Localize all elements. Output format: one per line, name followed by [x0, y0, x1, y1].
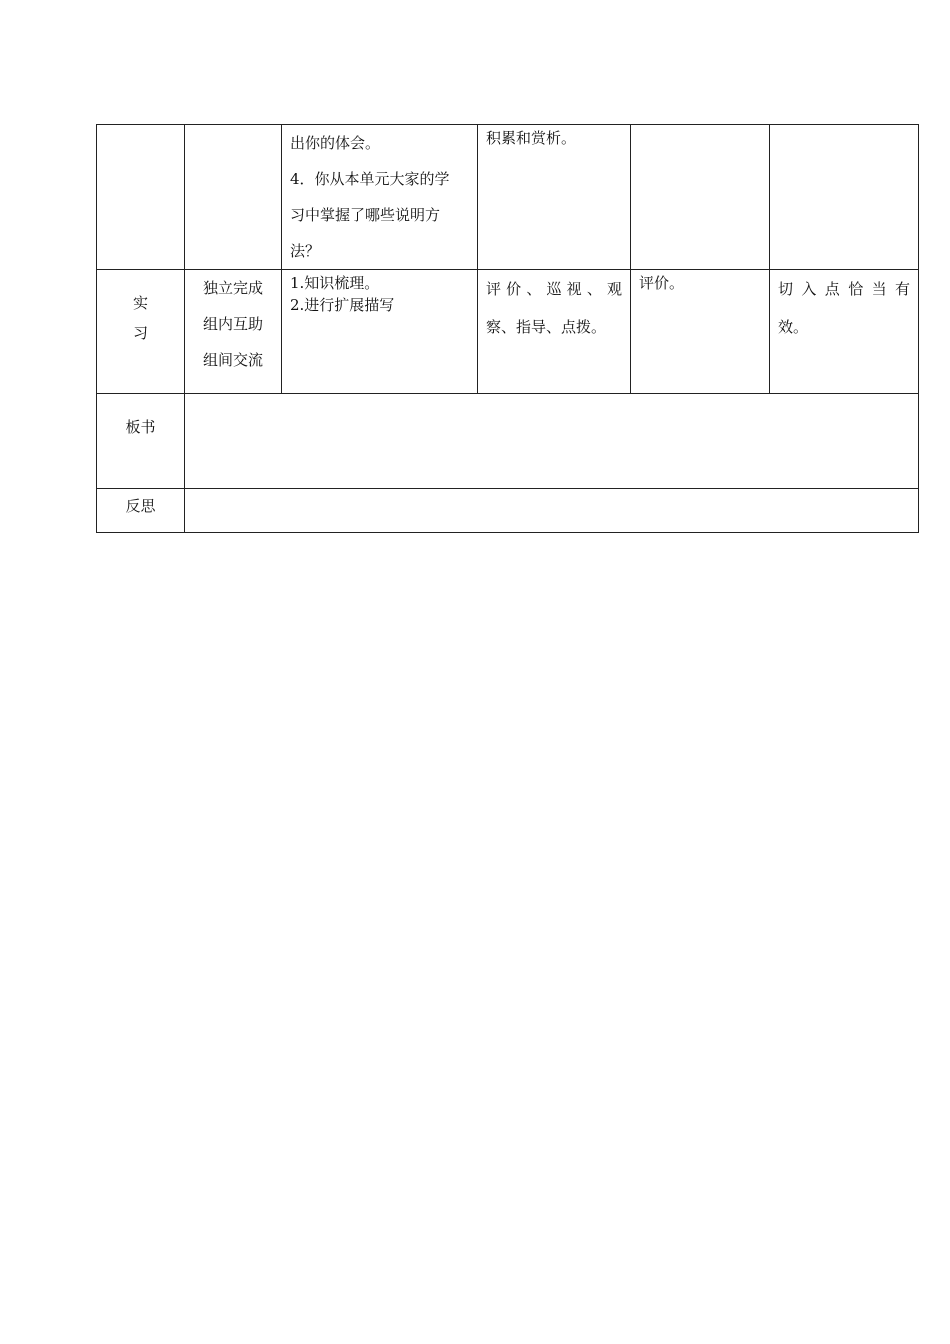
design-line-2: 效。 [778, 318, 809, 336]
design-line-1: 切入点恰当有 [778, 280, 910, 298]
stage-char-2: 习 [132, 324, 148, 342]
stage-cell-empty [97, 125, 185, 270]
table-row-board [97, 394, 919, 489]
table-row-continued [97, 125, 919, 270]
content-line-3: 习中掌握了哪些说明方 [290, 206, 441, 224]
content-item-2: 2.进行扩展描写 [290, 296, 395, 314]
mode-cell [185, 270, 282, 394]
reflection-content-cell [185, 489, 919, 533]
reflection-label: 反思 [125, 497, 156, 515]
reflection-label-cell [97, 489, 185, 533]
stage-cell [97, 270, 185, 394]
lesson-plan-table [96, 124, 919, 533]
board-content-cell [185, 394, 919, 489]
teacher-activity-cell [478, 270, 631, 394]
evaluation-cell [631, 270, 770, 394]
content-line-1: 出你的体会。 [290, 134, 381, 152]
board-label-cell [97, 394, 185, 489]
teacher-activity-line-1: 评价、巡视、观 [486, 280, 622, 298]
content-line-2: 4．你从本单元大家的学 [290, 170, 450, 188]
mode-line-2: 组内互助 [202, 315, 263, 333]
stage-char-1: 实 [132, 294, 148, 312]
design-cell-empty [770, 125, 919, 270]
table-row-reflection [97, 489, 919, 533]
content-cell [282, 125, 478, 270]
mode-line-1: 独立完成 [202, 279, 263, 297]
mode-line-3: 组间交流 [202, 351, 263, 369]
design-cell [770, 270, 919, 394]
table-row-practice [97, 270, 919, 394]
evaluation-text: 评价。 [639, 274, 685, 292]
board-label: 板书 [125, 418, 156, 436]
teacher-activity-line-2: 察、指导、点拨。 [486, 318, 607, 336]
evaluation-cell-empty [631, 125, 770, 270]
content-line-4: 法？ [290, 242, 321, 260]
teacher-activity-cell [478, 125, 631, 270]
content-cell [282, 270, 478, 394]
mode-cell-empty [185, 125, 282, 270]
content-item-1: 1.知识梳理。 [290, 274, 380, 292]
teacher-activity-text: 积累和赏析。 [486, 129, 577, 147]
